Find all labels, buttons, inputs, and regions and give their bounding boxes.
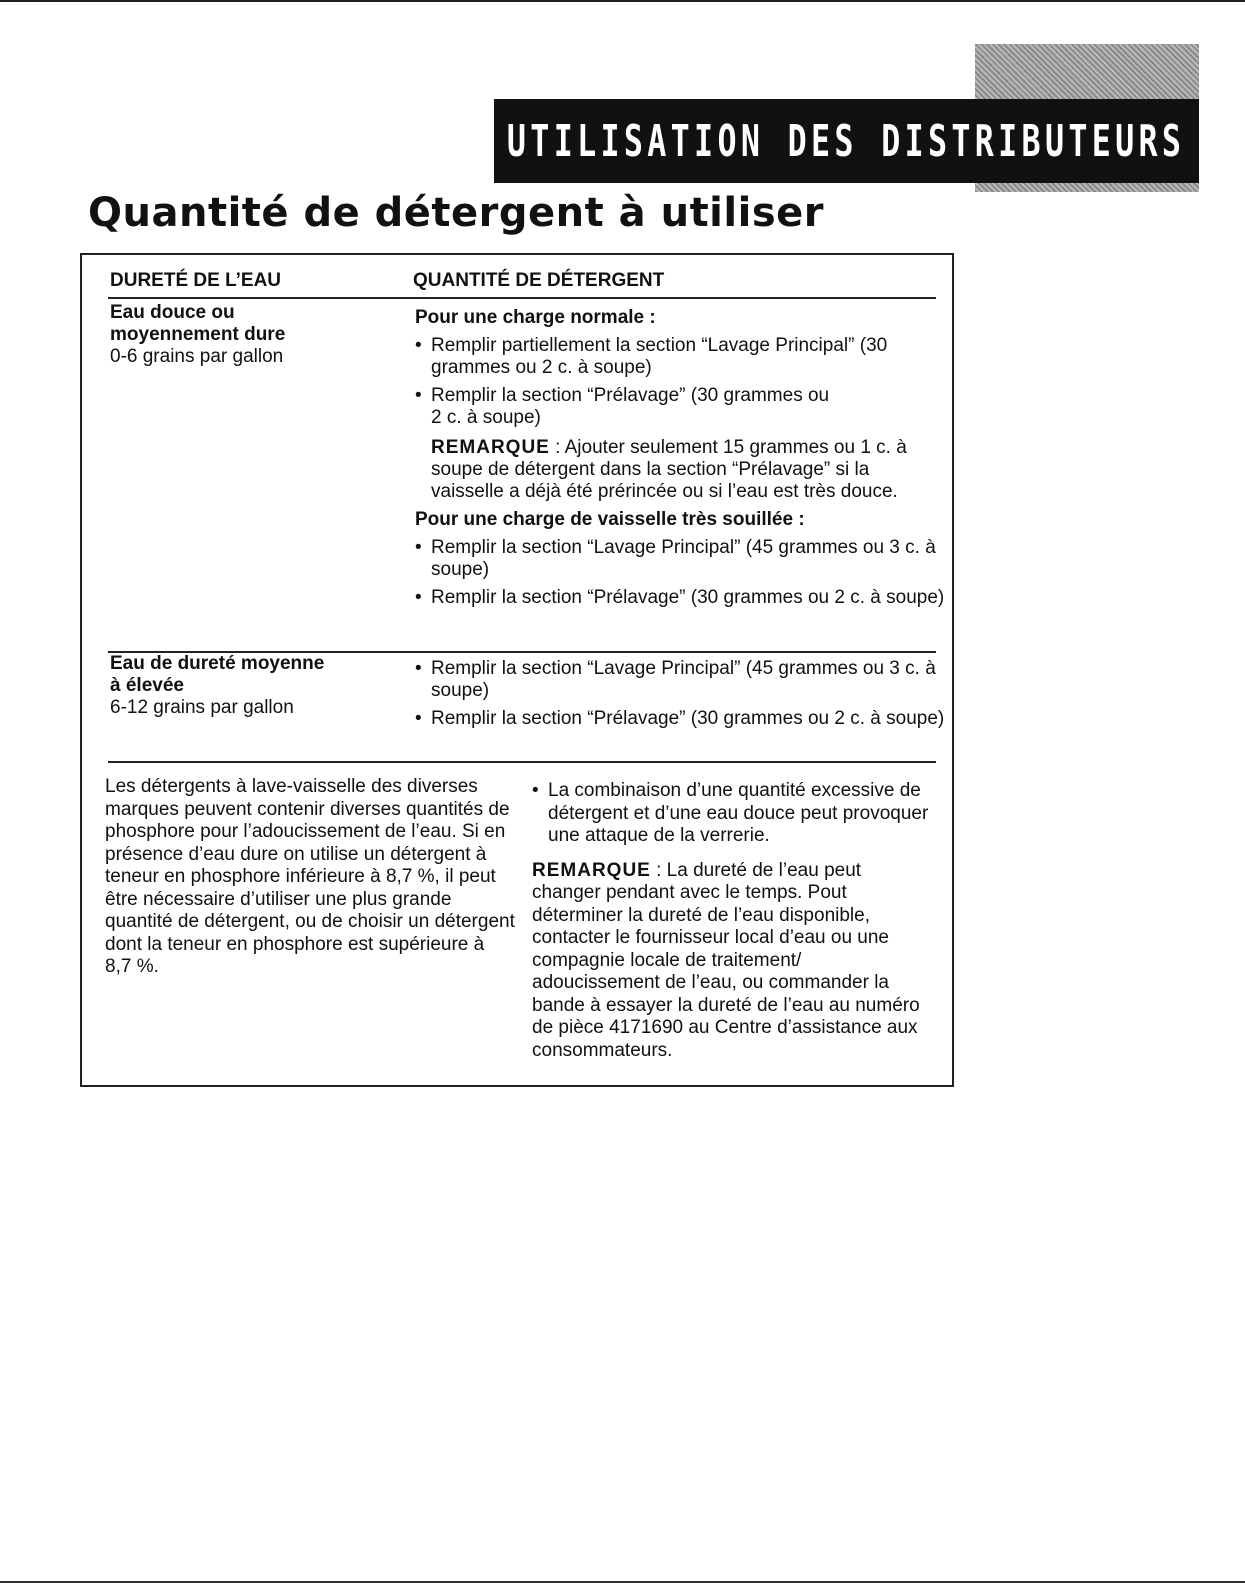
row1-grains: 0-6 grains par gallon [110,346,284,367]
page-bottom-border [0,1581,1245,1583]
row1-normal-heading: Pour une charge normale : [415,307,656,328]
row2-item: • Remplir la section “Lavage Principal” (45 grammes ou 3 c. à soupe) [415,658,945,702]
row1-water-cell [110,302,330,368]
row1-normal-item: • Remplir la section “Prélavage” (30 grammes ou 2 c. à soupe) [415,385,831,429]
row1-note-label: REMARQUE [431,437,550,458]
section-title: UTILISATION DES DISTRIBUTEURS [507,115,1186,167]
hardness-notes [532,780,932,1062]
page-title: Quantité de détergent à utiliser [88,190,824,236]
col-header-detergent-amount: QUANTITÉ DE DÉTERGENT [413,270,665,291]
header-rule [108,297,936,299]
row1-note [431,437,945,503]
hardness-remark-label: REMARQUE [532,859,651,881]
row2-item: • Remplir la section “Prélavage” (30 grammes ou 2 c. à soupe) [415,708,945,730]
row1-normal-item: • Remplir partiellement la section “Lavage Principal” (30 grammes ou 2 c. à soupe) [415,335,945,379]
footer-rule [108,761,936,763]
row1-note-text: : Ajouter seulement 15 grammes ou 1 c. à soupe de détergent dans la section “Prélavage” si la vaisselle a déjà été prérincée ou si l’eau est très douce. [431,437,907,502]
row1-detergent-cell [415,307,945,609]
row2-detergent-cell [415,652,945,730]
page-top-border [0,0,1245,2]
row1-soiled-item: • Remplir la section “Prélavage” (30 grammes ou 2 c. à soupe) [415,587,945,609]
row2-water-type: Eau de dureté moyenne à élevée [110,653,325,696]
row2-grains: 6-12 grains par gallon [110,697,294,718]
phosphate-note: Les détergents à lave-vaisselle des diverses marques peuvent contenir diverses quantités de phosphore pour l’adoucissement de l’eau. Si en présence d’eau dure on utilise un détergent à teneur en phosphore inférieure à 8,7 %, il peut être nécessaire d’utiliser une plus grande quantité de détergent, ou de choisir un détergent dont la teneur en phosphore est supérieure à 8,7 %. [105,776,515,977]
col-header-water-hardness: DURETÉ DE L’EAU [110,270,282,291]
glassware-warning: • La combinaison d’une quantité excessive de détergent et d’une eau douce peut provoquer une attaque de la verrerie. [532,780,932,848]
hardness-remark [532,860,932,1063]
row1-soiled-item: • Remplir la section “Lavage Principal” (45 grammes ou 3 c. à soupe) [415,537,945,581]
row1-water-type: Eau douce ou moyennement dure [110,302,286,345]
hardness-remark-text: : La dureté de l’eau peut changer pendant avec le temps. Pout déterminer la dureté de l’eau disponible, contacter le fournisseur local d’eau ou une compagnie locale de traitement/ adoucissement de l’eau, ou commander la bande à essayer la dureté de l’eau au numéro de pièce 4171690 au Centre d’assistance aux consommateurs. [532,859,920,1061]
section-header-bar [494,99,1199,183]
row1-soiled-heading: Pour une charge de vaisselle très souillée : [415,509,805,530]
row2-water-cell [110,653,330,719]
